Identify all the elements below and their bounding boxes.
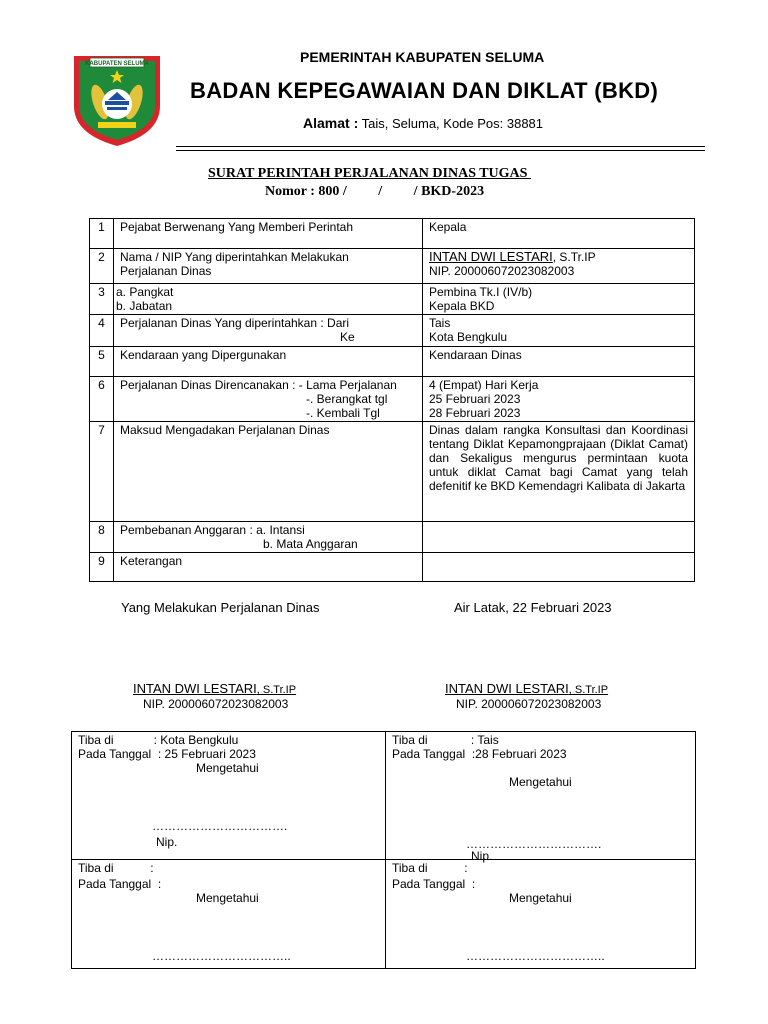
signer-name: INTAN DWI LESTARI, S.Tr.IP — [445, 681, 609, 696]
row-number: 5 — [90, 347, 114, 377]
row-label: Kendaraan yang Dipergunakan — [114, 347, 423, 377]
table-row — [90, 284, 695, 315]
row-number: 7 — [90, 422, 114, 522]
address-label: Alamat : — [303, 115, 359, 131]
logo-text: KABUPATEN SELUMA — [85, 61, 149, 67]
header-rule-thick — [176, 146, 705, 147]
kabupaten-seluma-logo — [68, 48, 166, 148]
row-value: Kepala — [423, 219, 695, 249]
assignee-nip: NIP. 200006072023082003 — [429, 264, 575, 278]
row-label: Pejabat Berwenang Yang Memberi Perintah — [114, 219, 423, 249]
document-title: SURAT PERINTAH PERJALANAN DINAS TUGAS — [208, 166, 531, 181]
row-value: Tais Kota Bengkulu — [423, 315, 695, 347]
row-number: 4 — [90, 315, 114, 347]
row-number: 2 — [90, 249, 114, 284]
arrival-cell-bottom-left: Tiba di : Pada Tanggal : Mengetahui …………………………….. — [72, 860, 386, 969]
row-label: Pembebanan Anggaran : a. Intansi b. Mata Anggaran — [114, 522, 423, 553]
table-row — [90, 219, 695, 249]
row-label: a. Pangkat b. Jabatan — [114, 284, 423, 315]
row-label: Perjalanan Dinas Yang diperintahkan : Dari Ke — [114, 315, 423, 347]
traveler-nip: NIP. 200006072023082003 — [143, 697, 289, 711]
table-row — [90, 249, 695, 284]
row-label: Nama / NIP Yang diperintahkan Melakukan Perjalanan Dinas — [114, 249, 423, 284]
row-number: 6 — [90, 377, 114, 422]
row-value — [423, 553, 695, 582]
assignee-degree: , S.Tr.IP — [552, 250, 596, 264]
table-row — [90, 377, 695, 422]
arrival-table — [71, 731, 696, 969]
row-number: 8 — [90, 522, 114, 553]
row-value: 4 (Empat) Hari Kerja 25 Februari 2023 28 Februari 2023 — [423, 377, 695, 422]
table-row — [90, 347, 695, 377]
row-number: 1 — [90, 219, 114, 249]
table-row — [90, 315, 695, 347]
arrival-cell-top-left: Tiba di : Kota Bengkulu Pada Tanggal : 25 Februari 2023 Mengetahui ……………………………. Nip. — [72, 732, 386, 860]
table-row — [90, 422, 695, 522]
assignee-name: INTAN DWI LESTARI — [429, 249, 553, 264]
place-date: Air Latak, 22 Februari 2023 — [454, 600, 612, 615]
row-label: Keterangan — [114, 553, 423, 582]
arrival-cell-top-right: Tiba di : Tais Pada Tanggal :28 Februari 2023 Mengetahui ……………………………. Nip. — [386, 732, 696, 860]
header-government: PEMERINTAH KABUPATEN SELUMA — [300, 49, 545, 65]
table-row — [90, 522, 695, 553]
header-address — [303, 115, 543, 131]
row-value — [423, 522, 695, 553]
row-value — [423, 249, 695, 284]
table-row — [72, 860, 696, 969]
row-value: Pembina Tk.I (IV/b) Kepala BKD — [423, 284, 695, 315]
traveler-name: INTAN DWI LESTARI, S.Tr.IP — [133, 681, 297, 696]
row-label: Perjalanan Dinas Direncanakan : - Lama Perjalanan -. Berangkat tgl -. Kembali Tgl — [114, 377, 423, 422]
row-value: Kendaraan Dinas — [423, 347, 695, 377]
header-rule-thin — [176, 150, 705, 151]
table-row — [72, 732, 696, 860]
table-row — [90, 553, 695, 582]
document-number: Nomor : 800 / / / BKD-2023 — [265, 184, 485, 199]
row-value: Dinas dalam rangka Konsultasi dan Koordinasi tentang Diklat Kepamongprajaan (Diklat Camat) dan Sekaligus mengurus permintaan kuota untuk diklat Camat bagi Camat yang telah defenitif ke BKD Kemendagri Kalibata di Jakarta — [423, 422, 695, 522]
arrival-cell-bottom-right: Tiba di : Pada Tanggal : Mengetahui …………………………….. — [386, 860, 696, 969]
traveler-caption: Yang Melakukan Perjalanan Dinas — [121, 600, 320, 615]
signer-nip: NIP. 200006072023082003 — [456, 697, 602, 711]
row-label: Maksud Mengadakan Perjalanan Dinas — [114, 422, 423, 522]
row-number: 3 — [90, 284, 114, 315]
address-value: Tais, Seluma, Kode Pos: 38881 — [361, 116, 544, 131]
header-agency: BADAN KEPEGAWAIAN DAN DIKLAT (BKD) — [190, 78, 659, 103]
travel-order-table — [89, 218, 695, 582]
row-number: 9 — [90, 553, 114, 582]
